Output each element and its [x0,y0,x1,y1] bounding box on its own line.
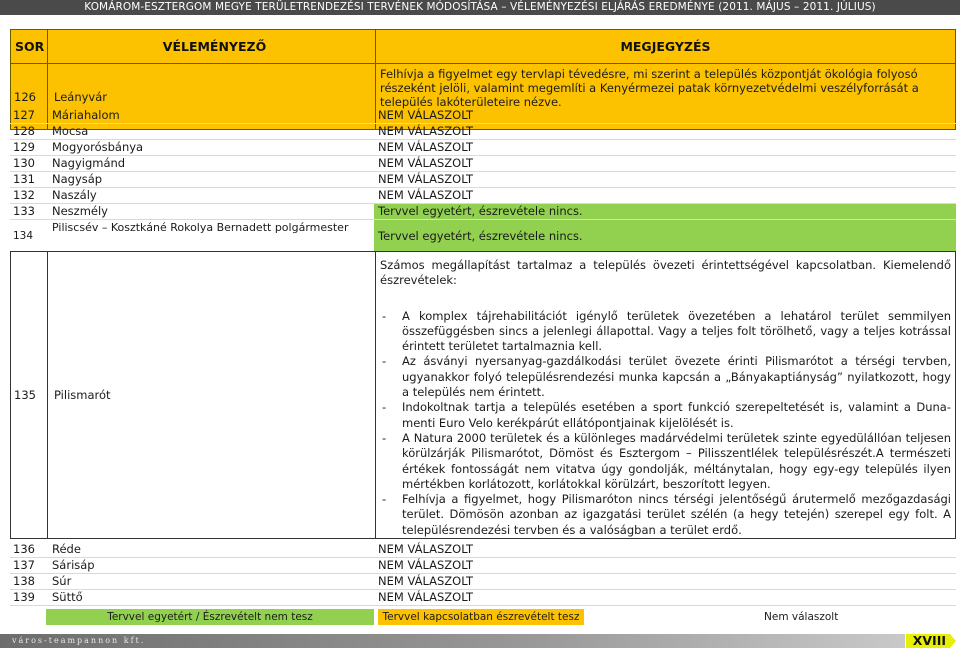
row-number: 133 [13,204,35,218]
row-number: 130 [13,156,35,170]
bullet-text: Felhívja a figyelmet, hogy Pilismaróton nincs térségi jelentőségű árutermelő mezőgazdasági terület. Dömösön azonban az igazgatási terület szélén (a hegy tetején) szerepel egy folt. A településrendezési tervben és a valóságban a terület erdő. [402,492,951,537]
bullet-dash: - [382,354,387,369]
row-note: NEM VÁLASZOLT [378,124,474,138]
bullet-dash: - [382,308,387,323]
respondent-name: Neszmély [52,204,108,218]
respondent-name: Nagyigmánd [52,156,126,170]
table-row [10,108,956,124]
row-number: 127 [13,108,35,122]
row-note: NEM VÁLASZOLT [378,558,474,572]
legend-comment: Tervvel kapcsolatban észrevételt tesz [378,609,584,625]
list-item [380,400,951,431]
column-header-sor: SOR [15,39,45,54]
table-row [10,220,956,252]
row-number: 131 [13,172,35,186]
row-note: NEM VÁLASZOLT [378,188,474,202]
respondent-name: Nagysáp [52,172,103,186]
list-item [380,354,951,400]
row-note: NEM VÁLASZOLT [378,542,474,556]
row-note: NEM VÁLASZOLT [378,574,474,588]
row-note: Tervvel egyetért, észrevétele nincs. [374,220,956,251]
row-note [375,252,957,538]
column-header-velemenyezo: VÉLEMÉNYEZŐ [47,30,375,63]
row-note: NEM VÁLASZOLT [378,156,474,170]
bullet-dash: - [382,492,387,507]
row-note: Felhívja a figyelmet egy tervlapi tévedésre, mi szerint a település központját ökológia folyosó részeként jelöli, valamint megemlíti a Kenyérmezei patak környezetvédelmi veszélyforrását a település lakóterületeire nézve. [375,64,957,129]
legend-agree: Tervvel egyetért / Észrevételt nem tesz [46,609,374,625]
respondent-name: Mogyorósbánya [52,140,144,154]
row-note: Tervvel egyetért, észrevétele nincs. [374,204,956,219]
row-number: 136 [13,542,35,556]
table-row [10,172,956,188]
table-row [10,124,956,140]
respondent-name: Süttő [52,590,83,604]
table-row [10,252,956,539]
respondent-name: Máriahalom [52,108,120,122]
company-name: város-teampannon kft. [12,636,146,645]
table-header [10,29,956,64]
table-row [10,204,956,220]
bullet-dash: - [382,430,387,445]
list-item [380,492,951,538]
bullet-text: A Natura 2000 területek és a különleges madárvédelmi területek szinte egyedülállóan teljesen körülzárják Pilismarótot, Dömöst és Esztergom – Pilisszentlélek településrészét.A természeti értékek fontosságát nem vitatva úgy gondolják, méltánytalan, hogy egy-egy település ilyen mértékben korlátozott, korlátokkal körülzárt, beszorított legyen. [402,430,951,491]
column-header-megjegyzes: MEGJEGYZÉS [375,30,957,63]
row-number: 129 [13,140,35,154]
table-row [10,574,956,590]
row-number: 138 [13,574,35,588]
table-row [10,140,956,156]
row-number: 128 [13,124,35,138]
respondent-name: Mocsa [52,124,89,138]
respondent-name: Réde [52,542,81,556]
respondent-name: Pilismarót [47,252,375,538]
row-number: 126 [14,89,36,104]
respondent-name: Súr [52,574,72,588]
table-row [10,558,956,574]
row-note: NEM VÁLASZOLT [378,172,474,186]
row-note: NEM VÁLASZOLT [378,590,474,604]
bullet-text: Az ásványi nyersanyag-gazdálkodási terület övezete érinti Pilismarótot a térségi tervben, ugyanakkor folyó településrendezési munka kapcsán a „Bányakaptiányság” nyilatkozott, hogy a település nem érintett. [402,354,951,400]
bullet-text: A komplex tájrehabilitációt igénylő területek övezetében a lehatárol terület semmilyen összefüggésben sincs a jelenlegi állapottal. Vagy a teljes folt törölhető, vagy a teljes kotrással érintett területet tartalmaznia kell. [402,308,951,354]
bullet-dash: - [382,400,387,415]
row-number: 139 [13,590,35,604]
list-item [380,431,951,492]
respondent-name: Naszály [52,188,97,202]
respondent-name: Sárisáp [52,558,95,572]
table-row [10,590,956,606]
legend-no-answer: Nem válaszolt [588,609,956,625]
table-row [10,188,956,204]
row-number: 134 [13,229,34,242]
row-number: 135 [14,388,36,402]
respondent-name: Leányvár [47,64,375,129]
row-note: NEM VÁLASZOLT [378,140,474,154]
table-row [10,156,956,172]
page-footer [0,631,960,650]
bullet-text: Indokoltnak tartja a település esetében a sport funkció szerepeltetését is, valamint a Duna-menti Euro Velo kerékpárút ellátópontjainak kijelölését is. [402,400,951,430]
document-header-bar: KOMÁROM-ESZTERGOM MEGYE TERÜLETRENDEZÉSI TERVÉNEK MÓDOSÍTÁSA – VÉLEMÉNYEZÉSI ELJÁRÁS EREDMÉNYE (2011. MÁJUS – 2011. JÚLIUS) [0,0,960,15]
row-number: 137 [13,558,35,572]
page-number: XVIII [912,633,946,648]
note-intro: Számos megállapítást tartalmaz a település övezeti érintettségével kapcsolatban. Kiemelendő észrevételek: [380,258,951,288]
table-row [10,542,956,558]
respondent-name: Piliscsév – Kosztkáné Rokolya Bernadett polgármester [52,221,349,234]
list-item [380,309,951,355]
row-number: 132 [13,188,35,202]
row-note: NEM VÁLASZOLT [378,108,474,122]
